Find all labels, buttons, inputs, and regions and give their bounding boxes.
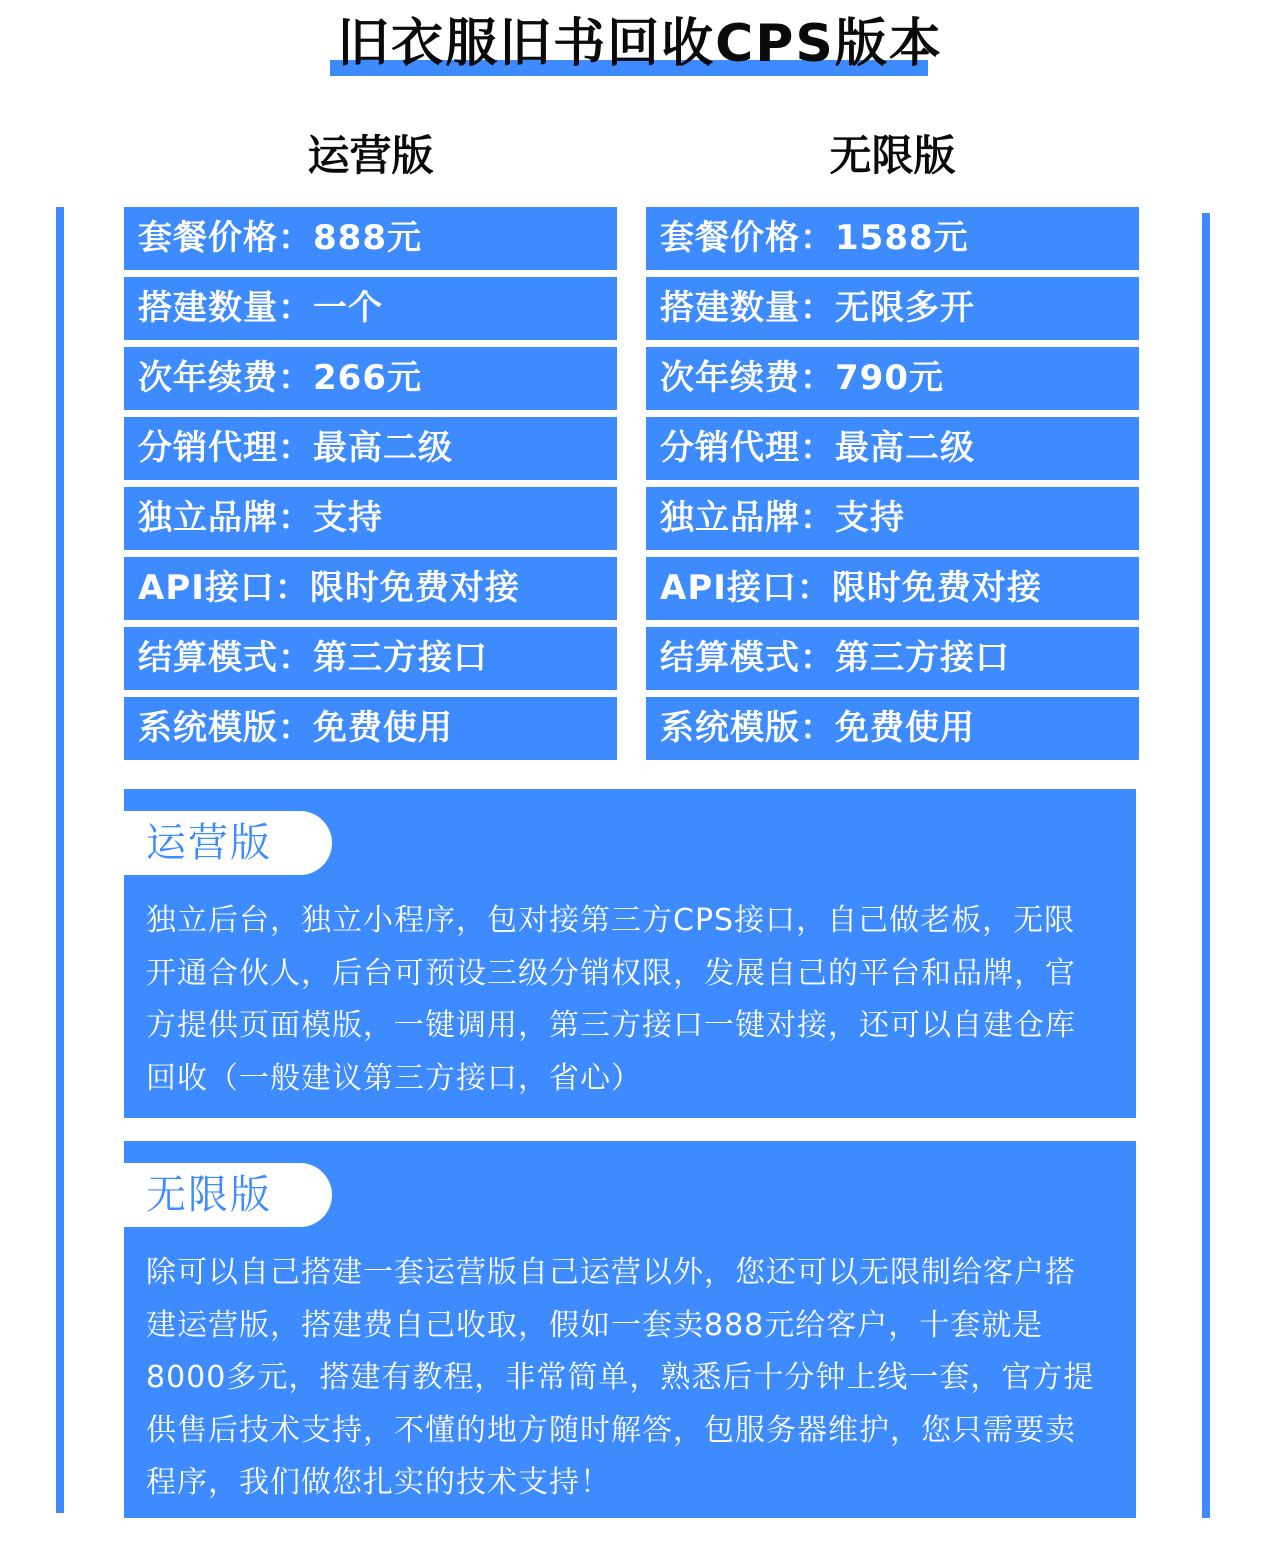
plan-row-distribution: 分销代理：最高二级 xyxy=(646,417,1139,480)
plan-row-api: API接口：限时免费对接 xyxy=(124,557,617,620)
description-box-operating xyxy=(124,789,1136,1118)
plan-row-price: 套餐价格：1588元 xyxy=(646,207,1139,270)
plan-row-renewal: 次年续费：790元 xyxy=(646,347,1139,410)
description-box-unlimited xyxy=(124,1141,1136,1518)
description-text-operating: 独立后台，独立小程序，包对接第三方CPS接口，自己做老板，无限开通合伙人，后台可预设三级分销权限，发展自己的平台和品牌，官方提供页面模版，一键调用，第三方接口一键对接，还可以自建仓库回收（一般建议第三方接口，省心） xyxy=(146,903,1076,1096)
plan-heading-operating: 运营版 xyxy=(307,131,434,180)
description-tag-operating: 运营版 xyxy=(124,811,332,875)
plan-row-renewal: 次年续费：266元 xyxy=(124,347,617,410)
title-wrap xyxy=(0,12,1280,76)
page-title: 旧衣服旧书回收CPS版本 xyxy=(337,14,943,74)
plan-row-distribution: 分销代理：最高二级 xyxy=(124,417,617,480)
plan-row-settlement: 结算模式：第三方接口 xyxy=(124,627,617,690)
description-text-unlimited: 除可以自己搭建一套运营版自己运营以外，您还可以无限制给客户搭建运营版，搭建费自己收取，假如一套卖888元给客户，十套就是8000多元，搭建有教程，非常简单，熟悉后十分钟上线一套，官方提供售后技术支持，不懂的地方随时解答，包服务器维护，您只需要卖程序，我们做您扎实的技术支持！ xyxy=(146,1255,1095,1500)
plan-table-unlimited xyxy=(646,207,1139,767)
plan-row-template: 系统模版：免费使用 xyxy=(124,697,617,760)
plan-heading-unlimited: 无限版 xyxy=(829,131,956,180)
left-side-bar xyxy=(56,207,64,1513)
plan-row-template: 系统模版：免费使用 xyxy=(646,697,1139,760)
plan-row-brand: 独立品牌：支持 xyxy=(646,487,1139,550)
plan-row-api: API接口：限时免费对接 xyxy=(646,557,1139,620)
plan-row-build-count: 搭建数量：一个 xyxy=(124,277,617,340)
plan-row-settlement: 结算模式：第三方接口 xyxy=(646,627,1139,690)
plan-row-price: 套餐价格：888元 xyxy=(124,207,617,270)
plan-row-brand: 独立品牌：支持 xyxy=(124,487,617,550)
description-tag-unlimited: 无限版 xyxy=(124,1163,332,1227)
plan-row-build-count: 搭建数量：无限多开 xyxy=(646,277,1139,340)
right-side-bar xyxy=(1202,213,1210,1518)
plan-table-operating xyxy=(124,207,617,767)
